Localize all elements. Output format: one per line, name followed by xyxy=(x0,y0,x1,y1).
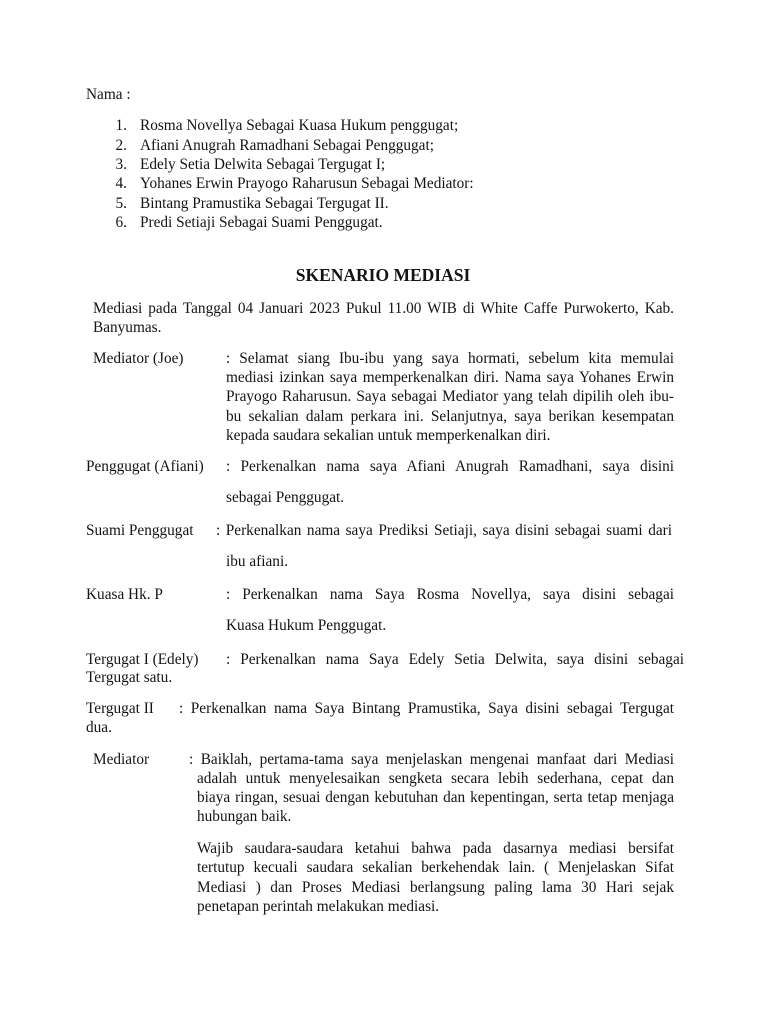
document-title: SKENARIO MEDIASI xyxy=(295,265,471,285)
dialogue-line: : Perkenalkan nama Saya Bintang Pramustika, Saya disini sebagai Tergugat xyxy=(179,700,674,717)
participant-number: 1. xyxy=(115,117,127,134)
dialogue-line: Prayogo Raharusun. Saya sebagai Mediator yang telah dipilih oleh ibu- xyxy=(226,388,674,405)
dialogue-line: ibu afiani. xyxy=(226,553,289,570)
dialogue-line: : Selamat siang Ibu-ibu yang saya hormati, sebelum kita memulai xyxy=(226,350,674,367)
dialogue-speaker: Suami Penggugat xyxy=(86,522,194,539)
dialogue-speaker: Tergugat II xyxy=(86,700,154,717)
participants-label: Nama : xyxy=(86,86,131,103)
participant-text: Edely Setia Delwita Sebagai Tergugat I; xyxy=(140,156,386,173)
dialogue-line: adalah untuk menyelesaikan sengketa secara lebih sederhana, cepat dan xyxy=(197,770,674,787)
dialogue-line: : Perkenalkan nama Saya Rosma Novellya, saya disini sebagai xyxy=(226,586,674,603)
dialogue-line: Wajib saudara-saudara ketahui bahwa pada dasarnya mediasi bersifat xyxy=(197,840,674,857)
dialogue-speaker: Tergugat I (Edely) xyxy=(86,651,199,668)
intro-line: Mediasi pada Tanggal 04 Januari 2023 Pukul 11.00 WIB di White Caffe Purwokerto, Kab. xyxy=(93,300,674,317)
participant-number: 2. xyxy=(115,137,127,154)
dialogue-line: : Perkenalkan nama Saya Edely Setia Delwita, saya disini sebagai xyxy=(226,651,684,668)
dialogue-speaker: Kuasa Hk. P xyxy=(86,586,163,603)
dialogue-line: kepada saudara sekalian untuk memperkenalkan diri. xyxy=(226,427,551,444)
participant-number: 5. xyxy=(115,195,127,212)
dialogue-line: dua. xyxy=(86,719,112,736)
dialogue-line: penetapan perintah melakukan mediasi. xyxy=(197,898,440,915)
dialogue-line: bu sekalian dalam perkara ini. Selanjutnya, saya berikan kesempatan xyxy=(226,408,674,425)
dialogue-line: : Perkenalkan nama saya Prediksi Setiaji, saya disini sebagai suami dari xyxy=(216,522,672,539)
dialogue-line: biaya ringan, sesuai dengan kebutuhan dan kepentingan, serta tetap menjaga xyxy=(197,789,674,806)
dialogue-line: : Baiklah, pertama-tama saya menjelaskan mengenai manfaat dari Mediasi xyxy=(189,751,674,768)
participant-text: Rosma Novellya Sebagai Kuasa Hukum penggugat; xyxy=(140,117,459,134)
participant-number: 4. xyxy=(115,175,127,192)
dialogue-line: : Perkenalkan nama saya Afiani Anugrah Ramadhani, saya disini xyxy=(226,458,674,475)
dialogue-line: sebagai Penggugat. xyxy=(226,489,345,506)
dialogue-speaker: Mediator xyxy=(93,751,150,768)
participant-text: Afiani Anugrah Ramadhani Sebagai Penggugat; xyxy=(140,137,434,154)
participant-text: Bintang Pramustika Sebagai Tergugat II. xyxy=(140,195,389,212)
dialogue-line: hubungan baik. xyxy=(197,808,292,825)
dialogue-line: Mediasi ) dan Proses Mediasi berlangsung paling lama 30 Hari sejak xyxy=(197,879,674,896)
participant-text: Yohanes Erwin Prayogo Raharusun Sebagai Mediator: xyxy=(140,175,474,192)
participant-number: 6. xyxy=(115,214,127,231)
dialogue-line: Tergugat satu. xyxy=(86,669,173,686)
dialogue-speaker: Penggugat (Afiani) xyxy=(86,458,204,475)
dialogue-line: mediasi izinkan saya memperkenalkan diri. Nama saya Yohanes Erwin xyxy=(226,369,674,386)
dialogue-line: Kuasa Hukum Penggugat. xyxy=(226,617,387,634)
intro-line: Banyumas. xyxy=(93,319,162,336)
participant-text: Predi Setiaji Sebagai Suami Penggugat. xyxy=(140,214,383,231)
dialogue-speaker: Mediator (Joe) xyxy=(93,350,184,367)
dialogue-line: tertutup kecuali saudara sekalian berkehendak lain. ( Menjelaskan Sifat xyxy=(197,859,674,876)
participant-number: 3. xyxy=(115,156,127,173)
